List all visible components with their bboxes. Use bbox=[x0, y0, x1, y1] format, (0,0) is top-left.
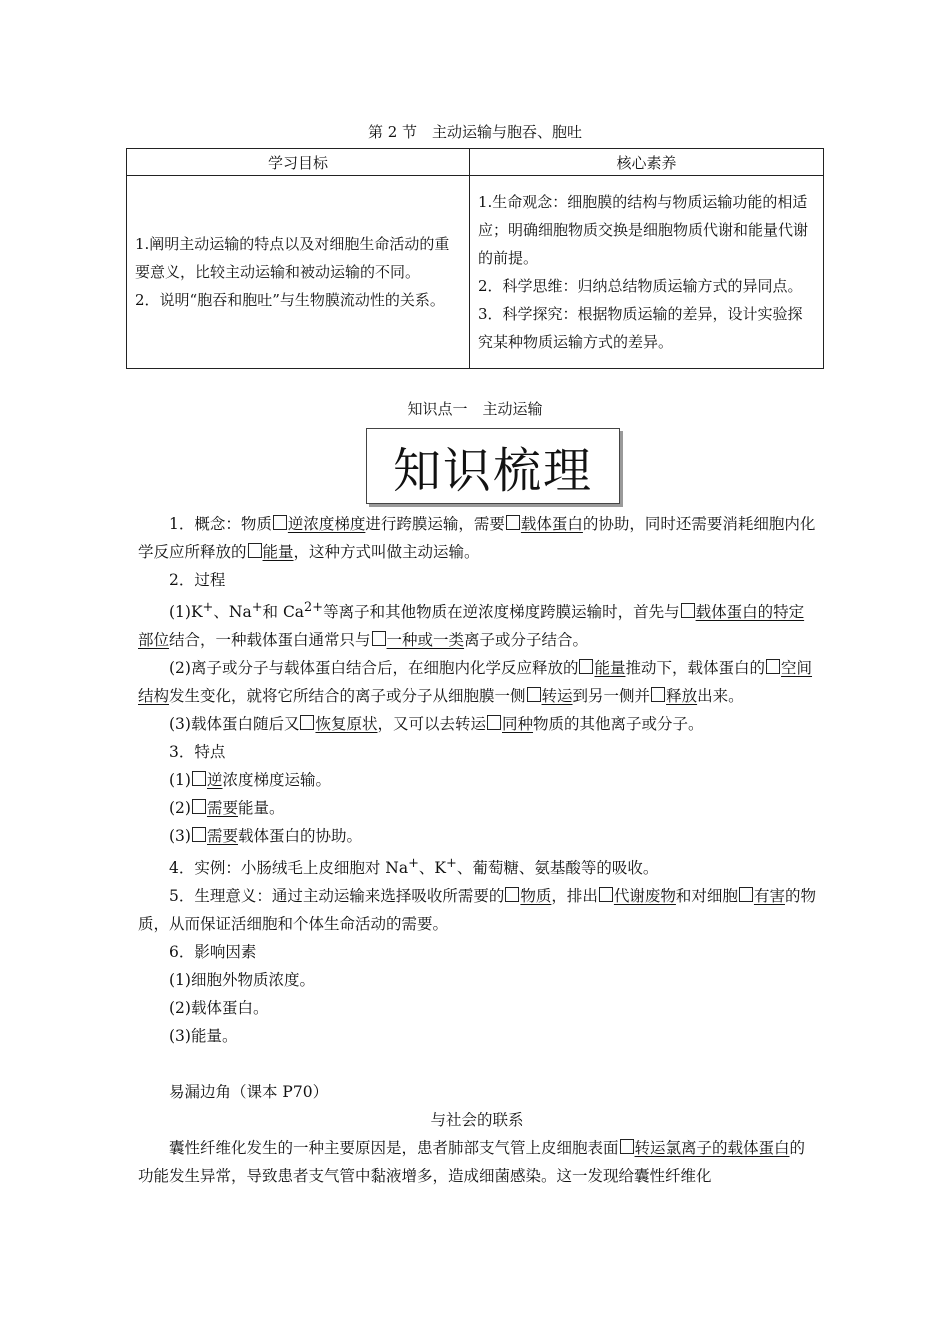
blank-box-icon bbox=[487, 715, 501, 730]
heading-factors: 6．影响因素 bbox=[169, 943, 257, 962]
blank-box-icon bbox=[192, 799, 206, 814]
blank-box-icon bbox=[248, 543, 262, 558]
lesson-title: 第 2 节 主动运输与胞吞、胞吐 bbox=[367, 123, 583, 141]
core-literacy-cell bbox=[470, 176, 824, 369]
objectives-table bbox=[126, 148, 824, 369]
fill-answer: 空间结构 bbox=[138, 659, 813, 706]
fill-answer: 逆 bbox=[206, 771, 223, 790]
blank-box-icon bbox=[620, 1139, 634, 1154]
society-paragraph: 囊性纤维化发生的一种主要原因是，患者肺部支气管上皮细胞表面 转运氯离子的载体蛋白的功能发生异常，导致患者支气管中黏液增多，造成细菌感染。这一发现给囊性纤维化 bbox=[138, 1139, 806, 1186]
table-row bbox=[127, 176, 824, 369]
fill-answer: 能量 bbox=[262, 543, 294, 561]
example-paragraph: 4．实例：小肠绒毛上皮细胞对 Na+、K+、葡萄糖、氨基酸等的吸收。 bbox=[169, 856, 659, 878]
literacy-item: 3．科学探究：根据物质运输的差异，设计实验探究某种物质运输方式的差异。 bbox=[478, 305, 803, 351]
literacy-item: 2．科学思维：归纳总结物质运输方式的异同点。 bbox=[478, 277, 803, 295]
header-learning-goals: 学习目标 bbox=[127, 149, 470, 176]
process-step-1: (1)K+、Na+和 $Ca^{2+}$等离子和其他物质在逆浓度梯度跨膜运输时，首先与 载体蛋白的特定部位结合，一种载体蛋白通常只与 一种或一类离子或分子结合。 bbox=[138, 600, 805, 650]
blank-box-icon bbox=[579, 659, 593, 674]
significance-paragraph: 5．生理意义：通过主动运输来选择吸收所需要的 物质，排出 代谢废物和对细胞 有害的物质，从而保证活细胞和个体生命活动的需要。 bbox=[138, 887, 816, 934]
fill-answer: 需要 bbox=[206, 799, 238, 818]
blank-box-icon bbox=[599, 887, 613, 902]
feature-item: (3) 需要载体蛋白的协助。 bbox=[169, 827, 362, 846]
society-heading: 与社会的联系 bbox=[430, 1111, 524, 1130]
blank-box-icon bbox=[766, 659, 780, 674]
process-step-2: (2)离子或分子与载体蛋白结合后，在细胞内化学反应释放的 能量推动下，载体蛋白的 空间结构发生变化，就将它所结合的离子或分子从细胞膜一侧 转运到另一侧并 释放出来。 bbox=[138, 659, 813, 706]
feature-item: (2) 需要能量。 bbox=[169, 799, 285, 818]
blank-box-icon bbox=[372, 631, 386, 646]
blank-box-icon bbox=[651, 687, 665, 702]
feature-item: (1) 逆浓度梯度运输。 bbox=[169, 771, 331, 790]
blank-box-icon bbox=[527, 687, 541, 702]
fill-answer: 有害 bbox=[753, 887, 785, 906]
textbook-note-heading: 易漏边角（课本 P70） bbox=[169, 1083, 329, 1102]
blank-box-icon bbox=[192, 771, 206, 786]
blank-box-icon bbox=[505, 887, 519, 902]
fill-answer: 同种 bbox=[502, 715, 534, 734]
fill-answer: 代谢废物 bbox=[613, 887, 676, 906]
fill-answer: 需要 bbox=[206, 827, 238, 846]
fill-answer: 释放 bbox=[666, 687, 698, 706]
factor-item: (2)载体蛋白。 bbox=[169, 999, 269, 1018]
main-content bbox=[138, 510, 816, 1190]
knowledge-banner: 知识梳理 bbox=[366, 428, 620, 504]
heading-features: 3．特点 bbox=[169, 743, 226, 762]
blank-box-icon bbox=[192, 827, 206, 842]
factor-item: (3)能量。 bbox=[169, 1027, 238, 1046]
table-header-row bbox=[127, 149, 824, 176]
goal-item: 1.阐明主动运输的特点以及对细胞生命活动的重要意义，比较主动运输和被动运输的不同。 bbox=[135, 235, 450, 281]
fill-answer: 一种或一类 bbox=[386, 631, 465, 650]
process-step-3: (3)载体蛋白随后又 恢复原状，又可以去转运 同种物质的其他离子或分子。 bbox=[169, 715, 704, 734]
fill-answer: 逆浓度梯度 bbox=[287, 515, 366, 533]
fill-answer: 恢复原状 bbox=[315, 715, 378, 734]
fill-answer: 转运氯离子的载体蛋白 bbox=[634, 1139, 790, 1158]
fill-answer: 物质 bbox=[520, 887, 552, 906]
factor-item: (1)细胞外物质浓度。 bbox=[169, 971, 315, 990]
learning-goals-cell bbox=[127, 176, 470, 369]
heading-process: 2．过程 bbox=[169, 571, 226, 589]
section-title: 知识点一 主动运输 bbox=[407, 400, 543, 418]
fill-answer: 载体蛋白的特定部位 bbox=[138, 603, 805, 650]
blank-box-icon bbox=[273, 515, 287, 530]
blank-box-icon bbox=[300, 715, 314, 730]
blank-box-icon bbox=[506, 515, 520, 530]
header-core-literacy: 核心素养 bbox=[470, 149, 824, 176]
literacy-item: 1.生命观念：细胞膜的结构与物质运输功能的相适应；明确细胞物质交换是细胞物质代谢和能量代谢的前提。 bbox=[478, 193, 809, 267]
goal-item: 2．说明“胞吞和胞吐”与生物膜流动性的关系。 bbox=[135, 291, 445, 309]
fill-answer: 能量 bbox=[594, 659, 626, 678]
blank-box-icon bbox=[739, 887, 753, 902]
blank-box-icon bbox=[681, 603, 695, 618]
concept-paragraph: 1．概念：物质 逆浓度梯度进行跨膜运输，需要 载体蛋白的协助，同时还需要消耗细胞内化学反应所释放的 能量，这种方式叫做主动运输。 bbox=[138, 515, 816, 561]
fill-answer: 载体蛋白 bbox=[520, 515, 583, 533]
fill-answer: 转运 bbox=[541, 687, 573, 706]
